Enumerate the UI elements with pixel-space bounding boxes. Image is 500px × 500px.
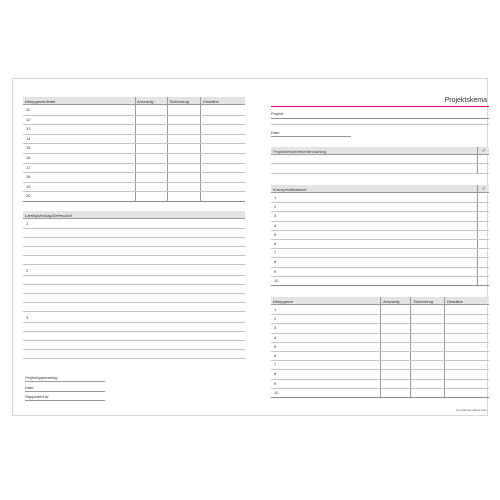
deliverables-table-header — [23, 97, 245, 105]
signoff-date-line[interactable] — [25, 391, 105, 392]
project-label: Projekt — [271, 111, 284, 116]
learning-line[interactable] — [23, 293, 245, 294]
task-number: 9 — [274, 380, 277, 386]
signed-by-label: Rapportert af — [25, 394, 49, 399]
requirement-number: 3 — [274, 213, 277, 219]
requirement-row[interactable] — [271, 202, 489, 203]
deliverable-row[interactable] — [23, 115, 245, 116]
project-line[interactable] — [271, 118, 489, 119]
learning-section-header — [23, 211, 245, 219]
task-row[interactable] — [271, 323, 489, 324]
deliverable-row[interactable] — [23, 191, 245, 192]
learning-section-title: Læringsforslag/Delresultat — [25, 213, 72, 218]
planner-spread — [12, 78, 488, 416]
task-number: 8 — [274, 371, 277, 377]
col-header-deadline: Deadline — [447, 299, 463, 304]
requirement-row[interactable] — [271, 257, 489, 258]
task-row[interactable] — [271, 379, 489, 380]
col-divider — [410, 297, 411, 397]
task-row[interactable] — [271, 314, 489, 315]
learning-item-number: 1 — [26, 221, 29, 226]
learning-line[interactable] — [23, 237, 245, 238]
approval-label: Projektopponering — [25, 375, 58, 380]
deliverable-number: 19 — [26, 183, 31, 189]
task-number: 1 — [274, 307, 277, 312]
deliverable-number: 20 — [26, 193, 31, 199]
task-number: 10 — [274, 389, 279, 395]
requirement-row[interactable] — [271, 239, 489, 240]
requirement-number: 6 — [274, 241, 277, 246]
learning-item-number: 2 — [26, 268, 29, 273]
requirement-number: 1 — [274, 195, 277, 200]
col-header-responsible: Ansvarlig — [137, 99, 154, 104]
learning-line[interactable] — [23, 349, 245, 350]
requirement-number: 5 — [274, 231, 277, 237]
learning-line[interactable] — [23, 358, 245, 359]
task-row[interactable] — [271, 342, 489, 343]
requirements-section-title: Kravspecifikationer — [273, 187, 307, 192]
task-row[interactable] — [271, 388, 489, 389]
col-divider — [444, 297, 445, 397]
deliverable-number: 17 — [26, 164, 31, 170]
deliverable-number: 18 — [26, 174, 31, 180]
requirement-row[interactable] — [271, 248, 489, 249]
task-number: 7 — [274, 362, 277, 368]
right-page — [271, 79, 489, 415]
signed-by-line[interactable] — [25, 400, 105, 401]
learning-line[interactable] — [23, 311, 245, 312]
learning-line[interactable] — [23, 331, 245, 332]
deliverable-number: 11 — [26, 107, 31, 112]
learning-line[interactable] — [23, 284, 245, 285]
learning-line[interactable] — [23, 246, 245, 247]
requirement-number: 4 — [274, 222, 277, 228]
deliverable-row[interactable] — [23, 172, 245, 173]
learning-line[interactable] — [23, 302, 245, 303]
date-line[interactable] — [271, 136, 351, 137]
task-number: 6 — [274, 353, 277, 358]
task-row[interactable] — [271, 360, 489, 361]
task-number: 5 — [274, 343, 277, 349]
deliverable-row[interactable] — [23, 201, 245, 202]
learning-line[interactable] — [23, 255, 245, 256]
task-number: 3 — [274, 325, 277, 331]
learning-line[interactable] — [23, 340, 245, 341]
requirement-number: 10 — [274, 277, 279, 283]
requirement-number: 8 — [274, 259, 277, 265]
deliverable-row[interactable] — [23, 124, 245, 125]
description-line[interactable] — [271, 173, 489, 174]
col-header-responsible: Ansvarlig — [383, 299, 400, 304]
requirement-number: 7 — [274, 250, 277, 256]
description-section-header — [271, 147, 489, 155]
learning-line[interactable] — [23, 264, 245, 265]
learning-line[interactable] — [23, 228, 245, 229]
requirement-row[interactable] — [271, 267, 489, 268]
col-header-time: Tidsforbrug — [169, 99, 190, 104]
description-section-title: Projektbeskrivelse/Afrundning — [273, 149, 326, 154]
check-icon: ✓ — [481, 186, 486, 192]
deliverable-row[interactable] — [23, 134, 245, 135]
signoff-date-label: Dato — [25, 385, 34, 390]
project-line-2[interactable] — [271, 124, 489, 125]
check-icon: ✓ — [481, 148, 486, 154]
date-label: Dato — [271, 130, 280, 135]
description-line[interactable] — [271, 163, 489, 164]
page-title: Projektskema — [444, 97, 487, 104]
deliverable-number: 16 — [26, 155, 31, 160]
requirement-number: 2 — [274, 204, 277, 210]
learning-item-number: 3 — [26, 315, 29, 320]
deliverable-number: 14 — [26, 135, 31, 141]
col-divider — [200, 97, 201, 201]
title-accent-line — [271, 106, 489, 107]
task-row[interactable] — [271, 369, 489, 370]
deliverable-row[interactable] — [23, 182, 245, 183]
check-divider — [477, 185, 478, 285]
deliverable-row[interactable] — [23, 143, 245, 144]
requirement-row[interactable] — [271, 285, 489, 286]
deliverable-number: 12 — [26, 116, 31, 122]
learning-line[interactable] — [23, 275, 245, 276]
col-header-task: Delopgaver/ledet — [25, 99, 56, 104]
col-divider — [380, 297, 381, 397]
col-divider — [167, 97, 168, 201]
col-divider — [135, 97, 136, 201]
footer-credit: Formatmus planer.com — [456, 408, 487, 412]
requirement-row[interactable] — [271, 276, 489, 277]
task-row[interactable] — [271, 351, 489, 352]
col-header-task: Delopgaver — [273, 299, 294, 304]
deliverable-number: 15 — [26, 145, 31, 151]
col-header-deadline: Deadline — [203, 99, 219, 104]
deliverable-row[interactable] — [23, 163, 245, 164]
deliverable-row[interactable] — [23, 153, 245, 154]
task-row[interactable] — [271, 397, 489, 398]
requirement-number: 9 — [274, 268, 277, 274]
col-header-time: Tidsforbrug — [413, 299, 434, 304]
approval-line[interactable] — [25, 381, 105, 382]
requirement-row[interactable] — [271, 221, 489, 222]
task-number: 2 — [274, 316, 277, 322]
task-number: 4 — [274, 334, 277, 340]
requirement-row[interactable] — [271, 211, 489, 212]
deliverable-number: 13 — [26, 126, 31, 132]
requirement-row[interactable] — [271, 230, 489, 231]
requirements-section-header — [271, 185, 489, 193]
learning-line[interactable] — [23, 322, 245, 323]
check-divider — [477, 147, 478, 173]
left-page — [23, 79, 245, 415]
task-row[interactable] — [271, 333, 489, 334]
